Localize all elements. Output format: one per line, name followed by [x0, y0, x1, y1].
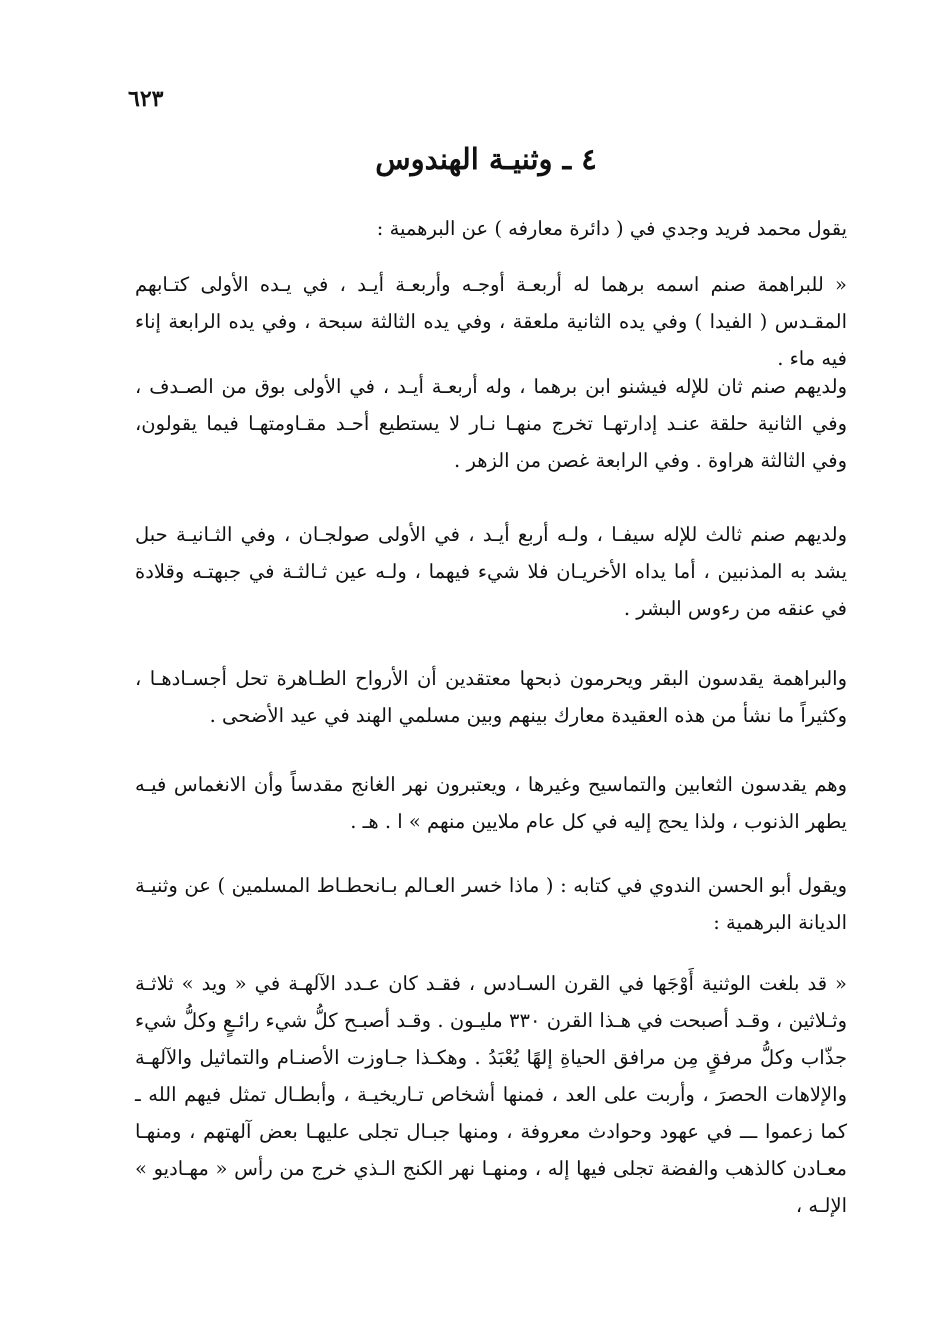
paragraph-intro: يقول محمد فريد وجدي في ( دائرة معارفه ) عن البرهمية : — [376, 217, 847, 240]
paragraph-shiva: ولديهم صنم ثالث للإله سيفـا ، ولـه أربع أيـد ، في الأولى صولجـان ، وفي الثـانيـة حبل يشد به المذنبين ، أما يداه الأخريـان فلا شيء فيهما ، ولـه عين ثـالثـة في جبهتـه وقلادة في عنقه من رءوس البشر . — [135, 523, 847, 620]
paragraph-nadwi-intro: ويقول أبو الحسن الندوي في كتابه : ( ماذا خسر العـالم بـانحطـاط المسلمين ) عن وثنيـة الديانة البرهمية : — [135, 874, 847, 934]
paragraph-cows: والبراهمة يقدسون البقر ويحرمون ذبحها معتقدين أن الأرواح الطـاهرة تحل أجسـادهـا ، وكثيراً ما نشأ من هذه العقيدة معارك بينهم وبين مسلمي الهند في عيد الأضحى . — [135, 667, 847, 727]
paragraph-nadwi-quote: « قد بلغت الوثنية أَوْجَها في القرن السـادس ، فقـد كان عـدد الآلهـة في « ويد » ثلاثـة وثـلاثين ، وقـد أصبحت في هـذا القرن ٣٣٠ مليـون . وقـد أصبـح كلُّ شيء رائـعٍ وكلُّ شيء جذّاب وكلُّ مرفقٍ مِن مرافق الحياةِ إلهًا يُعْبَدُ . وهكـذا جـاوزت الأصنـام والتماثيل والآلهـة والإلاهات الحصرَ ، وأربت على العد ، فمنها أشخاص تـاريخيـة ، وأبطـال تمثل فيهم الله ـ كما زعموا ـــ في عهود وحوادث معروفة ، ومنها جبـال تجلى عليهـا بعض آلهتهم ، ومنهـا معـادن كالذهب والفضة تجلى فيها إله ، ومنهـا نهر الكنج الـذي خرج من رأس « مهـاديو » الإلـه ، — [135, 972, 847, 1217]
paragraph-brahma: « للبراهمة صنم اسمه برهما له أربعـة أوجـه وأربعـة أيـد ، في يـده الأولى كتـابهم المقـدس ( الفيدا ) وفي يده الثانية ملعقة ، وفي يده الثالثة سبحة ، وفي يده الرابعة إناء فيه ماء . — [135, 273, 847, 370]
paragraph-vishnu: ولديهم صنم ثان للإله فيشنو ابن برهما ، وله أربعـة أيـد ، في الأولى بوق من الصـدف ، وفي الثانية حلقة عنـد إدارتهـا تخرج منهـا نـار لا يستطيع أحـد مقـاومتهـا فيما يقولون، وفي الثالثة هراوة . وفي الرابعة غصن من الزهر . — [135, 375, 847, 472]
section-title: ٤ ـ وثنيـة الهندوس — [375, 142, 597, 176]
paragraph-ganges: وهم يقدسون الثعابين والتماسيح وغيرها ، ويعتبرون نهر الغانج مقدساً وأن الانغماس فيـه يطهر الذنوب ، ولذا يحج إليه في كل عام ملايين منهم » ا . هـ . — [135, 773, 847, 833]
page-number: ٦٢٣ — [128, 86, 164, 112]
